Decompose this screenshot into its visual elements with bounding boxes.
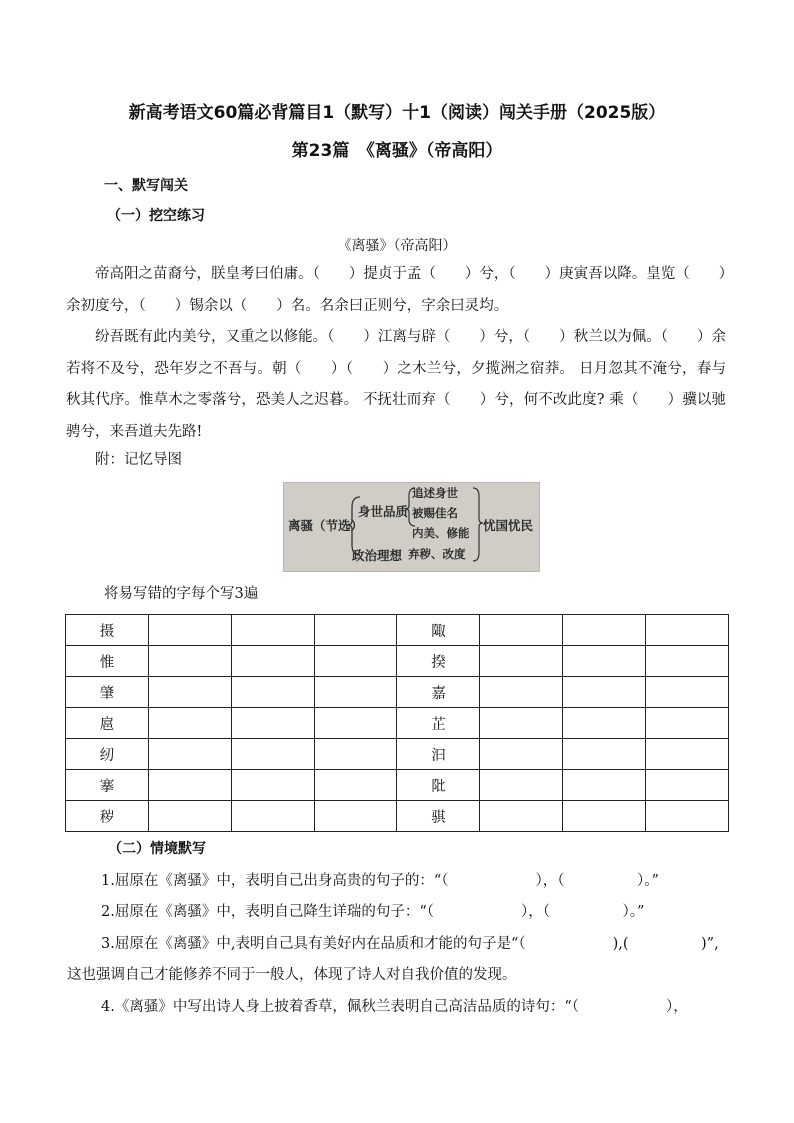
table-row (66, 615, 729, 646)
practice-character: 骐 (397, 801, 480, 832)
practice-character: 揆 (397, 646, 480, 677)
practice-character: 芷 (397, 708, 480, 739)
practice-character: 摄 (66, 615, 149, 646)
table-row (66, 677, 729, 708)
character-practice-table (65, 614, 729, 832)
writing-cell[interactable] (480, 801, 563, 832)
writing-cell[interactable] (231, 646, 314, 677)
writing-cell[interactable] (314, 708, 397, 739)
practice-character: 搴 (66, 770, 149, 801)
table-row (66, 708, 729, 739)
writing-cell[interactable] (480, 739, 563, 770)
writing-cell[interactable] (480, 770, 563, 801)
writing-cell[interactable] (231, 801, 314, 832)
practice-character: 肇 (66, 677, 149, 708)
table-caption: 将易写错的字每个写3遍 (104, 586, 259, 602)
writing-cell[interactable] (646, 677, 729, 708)
question-3: 3.屈原在《离骚》中,表明自己具有美好内在品质和才能的句子是“（ ),( )”, (101, 936, 719, 952)
article-subtitle: 第23篇 《离骚》（帝高阳） (291, 141, 503, 161)
writing-cell[interactable] (563, 770, 646, 801)
writing-cell[interactable] (314, 646, 397, 677)
table-row (66, 801, 729, 832)
writing-cell[interactable] (314, 739, 397, 770)
mindmap-leaf-4: 弃秽、改度 (408, 547, 466, 561)
question-2: 2.屈原在《离骚》中，表明自己降生详瑞的句子：“（ ），（ ）。” (101, 904, 645, 920)
appendix-label: 附：记忆导图 (95, 452, 182, 468)
writing-cell[interactable] (646, 739, 729, 770)
subsection-heading-fill-blanks: （一）挖空练习 (107, 208, 205, 224)
writing-cell[interactable] (646, 708, 729, 739)
practice-character: 纫 (66, 739, 149, 770)
writing-cell[interactable] (149, 646, 232, 677)
table-row (66, 739, 729, 770)
writing-cell[interactable] (563, 677, 646, 708)
writing-cell[interactable] (563, 739, 646, 770)
mindmap-branch-origin: 身世品质 (358, 504, 409, 519)
mindmap-result: 忧国忧民 (483, 518, 534, 533)
practice-character: 扈 (66, 708, 149, 739)
mindmap-branch-ideal: 政治理想 (352, 548, 403, 563)
writing-cell[interactable] (563, 646, 646, 677)
writing-cell[interactable] (646, 770, 729, 801)
mindmap-leaf-1: 追述身世 (412, 486, 458, 500)
table-row (66, 646, 729, 677)
writing-cell[interactable] (231, 770, 314, 801)
passage-title: 《离骚》（帝高阳） (337, 238, 457, 254)
writing-cell[interactable] (480, 708, 563, 739)
mindmap-leaf-2: 被赐佳名 (412, 506, 458, 520)
practice-character: 惟 (66, 646, 149, 677)
writing-cell[interactable] (646, 646, 729, 677)
writing-cell[interactable] (231, 739, 314, 770)
practice-character: 嘉 (397, 677, 480, 708)
question-1: 1.屈原在《离骚》中，表明自己出身高贵的句子的：“（ ），（ ）。” (101, 873, 659, 889)
writing-cell[interactable] (646, 801, 729, 832)
writing-cell[interactable] (149, 770, 232, 801)
writing-cell[interactable] (149, 739, 232, 770)
passage-paragraph-1: 帝高阳之苗裔兮，朕皇考曰伯庸。（ ）提贞于孟（ ）兮，（ ）庚寅吾以降。皇览（ ）余初度兮，（ ）锡余以（ ）名。名余曰正则兮，字余曰灵均。 (66, 266, 726, 314)
practice-character: 阰 (397, 770, 480, 801)
document-title: 新高考语文60篇必背篇目1（默写）十1（阅读）闯关手册（2025版） (128, 103, 666, 123)
writing-cell[interactable] (149, 677, 232, 708)
writing-cell[interactable] (149, 615, 232, 646)
question-3-continued: 这也强调自己才能修养不同于一般人，体现了诗人对自我价值的发现。 (67, 967, 517, 983)
writing-cell[interactable] (563, 615, 646, 646)
passage-paragraph-2: 纷吾既有此内美兮，又重之以修能。（ ）江离与辟（ ）兮，（ ）秋兰以为佩。（ ）余若将不及兮，恐年岁之不吾与。朝（ ）（ ）之木兰兮，夕揽洲之宿莽。 日月忽其不淹兮，春与秋其代序。惟草木之零落兮，恐美人之迟暮。 不抚壮而弃（ ）兮，何不改此度? 乘（ ）骥以驰骋兮，来吾道夫先路! (66, 329, 726, 440)
writing-cell[interactable] (149, 801, 232, 832)
writing-cell[interactable] (480, 615, 563, 646)
practice-character: 陬 (397, 615, 480, 646)
table-row (66, 770, 729, 801)
subsection-heading-situational: （二）情境默写 (108, 841, 206, 857)
memory-mind-map (283, 482, 540, 572)
writing-cell[interactable] (231, 677, 314, 708)
writing-cell[interactable] (480, 677, 563, 708)
writing-cell[interactable] (314, 770, 397, 801)
question-4: 4.《离骚》中写出诗人身上披着香草，佩秋兰表明自己高洁品质的诗句：“（ ）， (101, 999, 688, 1015)
mindmap-leaf-3: 内美、修能 (412, 526, 470, 540)
section-heading-dictation: 一、默写闯关 (104, 178, 188, 194)
writing-cell[interactable] (563, 708, 646, 739)
mindmap-root: 离骚（节选） (288, 518, 364, 533)
writing-cell[interactable] (480, 646, 563, 677)
writing-cell[interactable] (314, 615, 397, 646)
writing-cell[interactable] (231, 615, 314, 646)
writing-cell[interactable] (231, 708, 314, 739)
writing-cell[interactable] (314, 677, 397, 708)
writing-cell[interactable] (646, 615, 729, 646)
writing-cell[interactable] (314, 801, 397, 832)
practice-character: 秽 (66, 801, 149, 832)
writing-cell[interactable] (563, 801, 646, 832)
writing-cell[interactable] (149, 708, 232, 739)
practice-character: 汩 (397, 739, 480, 770)
